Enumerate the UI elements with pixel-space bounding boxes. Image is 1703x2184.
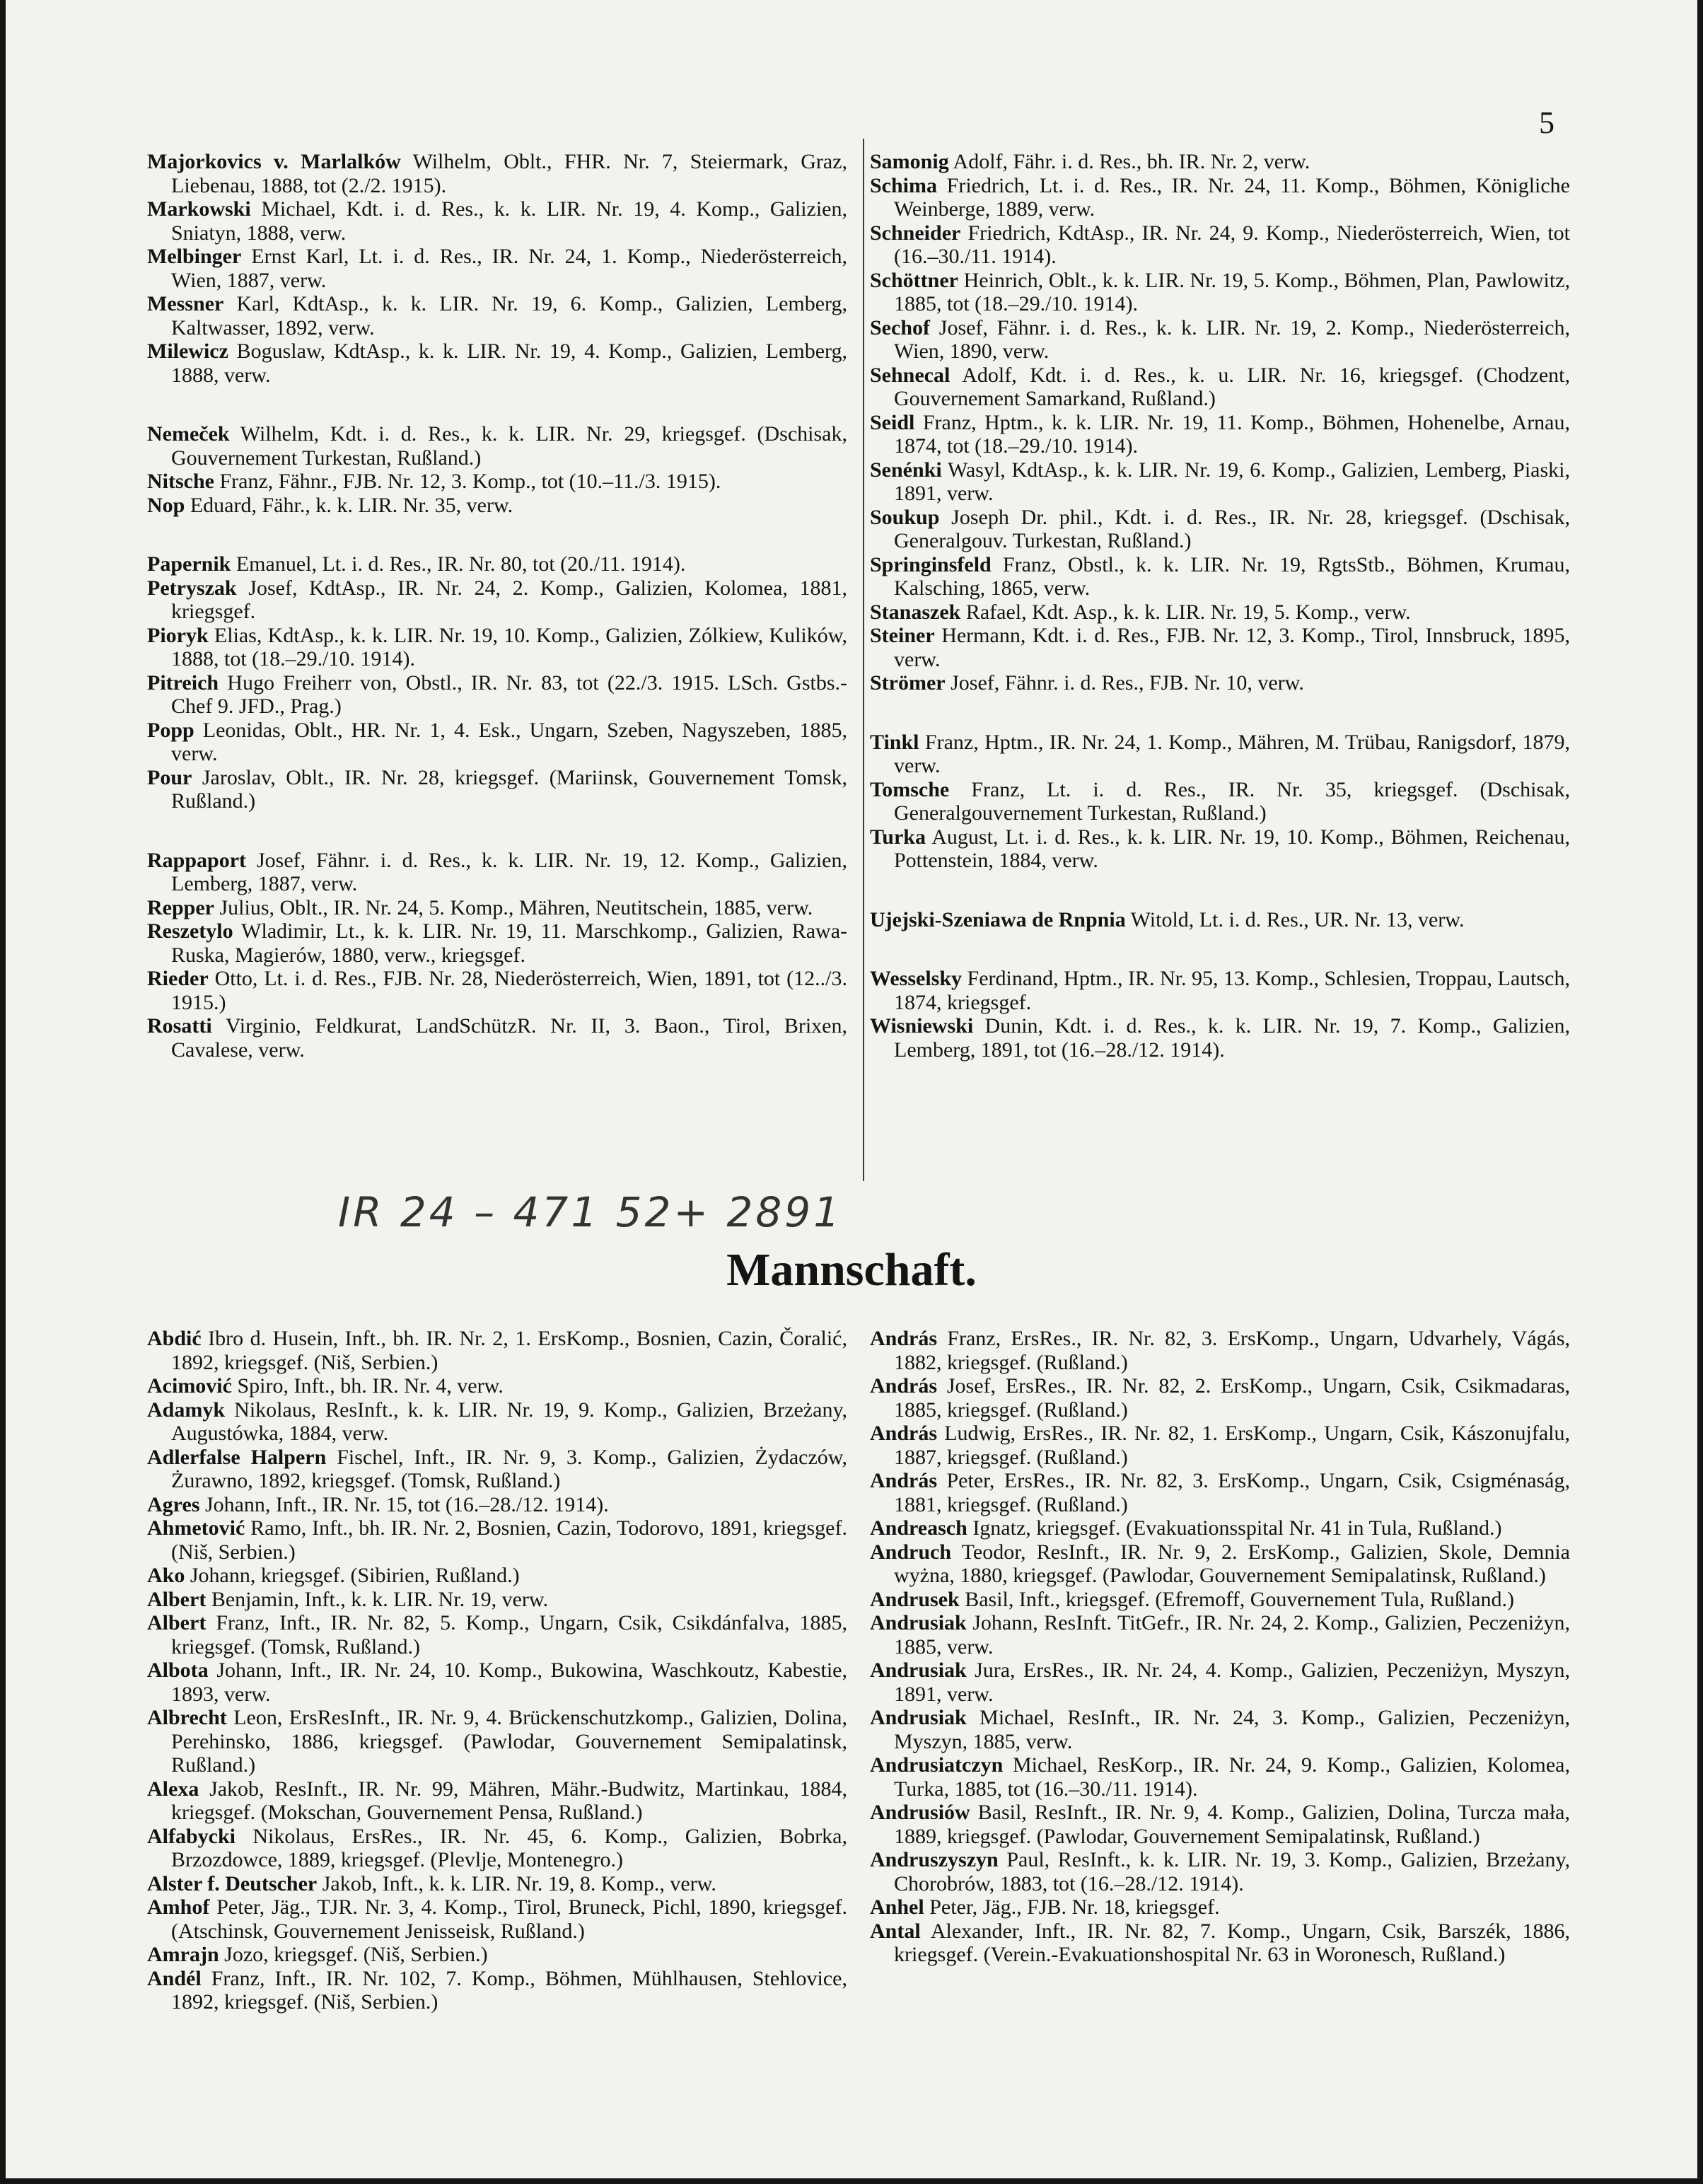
list-entry (147, 624, 847, 671)
list-entry (147, 919, 847, 967)
list-entry (870, 1014, 1570, 1062)
list-entry (870, 269, 1570, 316)
entry-surname: Amrajn (147, 1943, 219, 1966)
entry-details: Johann, Inft., IR. Nr. 24, 10. Komp., Bukowina, Waschkoutz, Kabestie, 1893, verw. (171, 1659, 847, 1706)
list-entry (870, 458, 1570, 506)
list-entry (870, 731, 1570, 778)
column-divider (863, 139, 864, 1181)
list-entry (147, 1659, 847, 1706)
entry-surname: Nemeček (147, 422, 230, 446)
list-entry (147, 1398, 847, 1446)
entry-details: Dunin, Kdt. i. d. Res., k. k. LIR. Nr. 19, 7. Komp., Galizien, Lemberg, 1891, tot (16.–28./12. 1914). (894, 1014, 1570, 1062)
list-entry (147, 494, 847, 518)
entry-details: Franz, Hptm., IR. Nr. 24, 1. Komp., Mähren, M. Trübau, Ranigsdorf, 1879, verw. (894, 730, 1570, 777)
entry-details: Leon, ErsResInft., IR. Nr. 9, 4. Brückenschutzkomp., Galizien, Dolina, Perehinsko, 1886, kriegsgef. (Pawlodar, Gouvernement Semipalatinsk, Rußland.) (171, 1706, 847, 1777)
entry-details: Peter, ErsRes., IR. Nr. 82, 3. ErsKomp., Ungarn, Csik, Csigménaság, 1881, kriegsgef. (Rußland.) (894, 1469, 1570, 1516)
entry-surname: Pitreich (147, 670, 219, 695)
list-entry (147, 1588, 847, 1612)
entry-details: Nikolaus, ResInft., k. k. LIR. Nr. 19, 9. Komp., Galizien, Brzeżany, Augustówka, 1884, verw. (171, 1398, 847, 1445)
list-entry (870, 1516, 1570, 1540)
list-entry (147, 719, 847, 766)
list-entry (147, 1777, 847, 1825)
entry-surname: Sechof (870, 315, 930, 339)
list-entry (147, 1706, 847, 1777)
entry-details: Ludwig, ErsRes., IR. Nr. 82, 1. ErsKomp., Ungarn, Csik, Kászonujfalu, 1887, kriegsgef. (Rußland.) (894, 1422, 1570, 1469)
entry-surname: Andél (147, 1966, 202, 1990)
entry-surname: Rosatti (147, 1014, 212, 1038)
entry-details: Ferdinand, Hptm., IR. Nr. 95, 13. Komp., Schlesien, Troppau, Lautsch, 1874, kriegsgef. (894, 967, 1570, 1014)
entry-surname: Andruch (870, 1540, 952, 1564)
entry-details: Jaroslav, Oblt., IR. Nr. 28, kriegsgef. (Mariinsk, Gouvernement Tomsk, Rußland.) (171, 765, 847, 813)
entry-surname: András (870, 1422, 938, 1445)
entry-surname: Repper (147, 895, 214, 919)
list-entry (870, 364, 1570, 411)
entry-details: Wilhelm, Kdt. i. d. Res., k. k. LIR. Nr. 29, kriegsgef. (Dschisak, Gouvernement Turkestan, Rußland.) (171, 422, 847, 470)
entry-details: Fischel, Inft., IR. Nr. 9, 3. Komp., Galizien, Żydaczów, Żurawno, 1892, kriegsgef. (Tomsk, Rußland.) (171, 1445, 847, 1492)
letter-group-spacer (870, 695, 1570, 731)
entry-details: Rafael, Kdt. Asp., k. k. LIR. Nr. 19, 5. Komp., verw. (960, 600, 1411, 624)
entry-surname: Schima (870, 173, 938, 197)
entry-details: Teodor, ResInft., IR. Nr. 9, 2. ErsKomp., Galizien, Skole, Demnia wyżna, 1880, kriegsgef. (Pawlodar, Gouvernement Semipalatinsk, Rußland.) (894, 1540, 1570, 1587)
entry-surname: Pioryk (147, 623, 209, 647)
letter-group-spacer (870, 931, 1570, 967)
officers-list-left-column (147, 150, 847, 1062)
entry-details: Hugo Freiherr von, Obstl., IR. Nr. 83, tot (22./3. 1915. LSch. Gstbs.-Chef 9. JFD., Prag.) (171, 670, 847, 718)
list-entry (147, 1493, 847, 1517)
list-entry (870, 908, 1570, 932)
entry-details: Jozo, kriegsgef. (Niš, Serbien.) (219, 1943, 488, 1966)
list-entry (147, 245, 847, 292)
entry-details: August, Lt. i. d. Res., k. k. LIR. Nr. 19, 10. Komp., Böhmen, Reichenau, Pottenstein, 1884, verw. (894, 825, 1570, 872)
list-entry (147, 1516, 847, 1564)
list-entry (870, 1540, 1570, 1588)
list-entry (147, 1825, 847, 1872)
list-entry (870, 1469, 1570, 1516)
entry-details: Wasyl, KdtAsp., k. k. LIR. Nr. 19, 6. Komp., Galizien, Lemberg, Piaski, 1891, verw. (894, 458, 1570, 505)
entry-details: Basil, ResInft., IR. Nr. 9, 4. Komp., Galizien, Dolina, Turcza mała, 1889, kriegsgef. (Pawlodar, Gouvernement Semipalatinsk, Rußland.) (894, 1801, 1570, 1848)
entry-surname: Messner (147, 292, 224, 315)
list-entry (147, 1872, 847, 1896)
entry-surname: Seidl (870, 410, 915, 434)
entry-surname: Ahmetović (147, 1516, 245, 1540)
letter-group-spacer (147, 517, 847, 552)
entry-details: Johann, Inft., IR. Nr. 15, tot (16.–28./12. 1914). (199, 1492, 609, 1516)
list-entry (870, 600, 1570, 625)
section-heading-mannschaft: Mannschaft. (726, 1244, 977, 1296)
entry-surname: Amhof (147, 1895, 210, 1919)
entry-details: Eduard, Fähr., k. k. LIR. Nr. 35, verw. (185, 493, 513, 517)
list-entry (147, 766, 847, 813)
entry-details: Josef, ErsRes., IR. Nr. 82, 2. ErsKomp., Ungarn, Csik, Csikmadaras, 1885, kriegsgef. (Rußland.) (894, 1374, 1570, 1422)
list-entry (147, 150, 847, 197)
list-entry (870, 1588, 1570, 1612)
entry-details: Wilhelm, Oblt., FHR. Nr. 7, Steiermark, Graz, Liebenau, 1888, tot (2./2. 1915). (171, 150, 847, 197)
page-number: 5 (1539, 105, 1554, 140)
entry-surname: András (870, 1374, 938, 1398)
list-entry (147, 1895, 847, 1943)
entry-details: Karl, KdtAsp., k. k. LIR. Nr. 19, 6. Komp., Galizien, Lemberg, Kaltwasser, 1892, verw. (171, 292, 847, 339)
entry-details: Spiro, Inft., bh. IR. Nr. 4, verw. (231, 1374, 504, 1398)
entry-surname: Steiner (870, 624, 935, 647)
entry-surname: Ujejski-Szeniawa de Rnpnia (870, 907, 1126, 931)
list-entry (870, 150, 1570, 174)
list-entry (870, 1422, 1570, 1469)
entry-details: Ramo, Inft., bh. IR. Nr. 2, Bosnien, Cazin, Todorovo, 1891, kriegsgef. (Niš, Serbien.) (171, 1516, 847, 1564)
entry-details: Virginio, Feldkurat, LandSchützR. Nr. II, 3. Baon., Tirol, Brixen, Cavalese, verw. (171, 1014, 847, 1062)
list-entry (870, 1327, 1570, 1374)
list-entry (147, 197, 847, 245)
list-entry (147, 1446, 847, 1493)
entry-surname: Ako (147, 1564, 185, 1587)
entry-details: Peter, Jäg., FJB. Nr. 18, kriegsgef. (924, 1895, 1220, 1919)
entry-surname: András (870, 1327, 938, 1350)
entry-details: Boguslaw, KdtAsp., k. k. LIR. Nr. 19, 4. Komp., Galizien, Lemberg, 1888, verw. (171, 339, 847, 387)
entry-details: Michael, ResInft., IR. Nr. 24, 3. Komp., Galizien, Peczeniżyn, Myszyn, 1885, verw. (894, 1706, 1570, 1753)
entry-surname: Andrusiak (870, 1706, 967, 1729)
list-entry (870, 1611, 1570, 1659)
list-entry (147, 1564, 847, 1588)
list-entry (147, 470, 847, 494)
list-entry (147, 1611, 847, 1659)
entry-surname: Rappaport (147, 848, 247, 872)
entry-surname: Schneider (870, 221, 961, 245)
entry-details: Franz, Inft., IR. Nr. 102, 7. Komp., Böhmen, Mühlhausen, Stehlovice, 1892, kriegsgef. (Niš, Serbien.) (171, 1966, 847, 2014)
entry-surname: Senénki (870, 458, 942, 482)
entry-details: Johann, ResInft. TitGefr., IR. Nr. 24, 2. Komp., Galizien, Peczeniżyn, 1885, verw. (894, 1611, 1570, 1659)
entry-details: Jakob, Inft., k. k. LIR. Nr. 19, 8. Komp., verw. (317, 1871, 716, 1895)
handwritten-annotation: IR 24 – 471 52+ 2891 (338, 1188, 843, 1236)
entry-surname: Adlerfalse Halpern (147, 1445, 327, 1469)
list-entry (870, 506, 1570, 553)
entry-surname: Alfabycki (147, 1824, 236, 1848)
list-entry (870, 671, 1570, 695)
entry-surname: Alster f. Deutscher (147, 1871, 318, 1895)
entry-details: Johann, kriegsgef. (Sibirien, Rußland.) (185, 1564, 520, 1587)
entry-surname: Agres (147, 1492, 200, 1516)
entry-details: Emanuel, Lt. i. d. Res., IR. Nr. 80, tot (20./11. 1914). (231, 552, 686, 576)
entry-surname: Adamyk (147, 1398, 226, 1422)
officers-list-right-column (870, 150, 1570, 1062)
entry-details: Paul, ResInft., k. k. LIR. Nr. 19, 3. Komp., Galizien, Brzeżany, Chorobrów, 1883, tot (16.–28./12. 1914). (894, 1848, 1570, 1895)
entry-surname: András (870, 1469, 938, 1492)
list-entry (870, 1753, 1570, 1801)
letter-group-spacer (870, 873, 1570, 908)
entry-surname: Turka (870, 825, 926, 849)
list-entry (147, 1014, 847, 1062)
list-entry (870, 1706, 1570, 1753)
list-entry (870, 1801, 1570, 1848)
list-entry (870, 1919, 1570, 1967)
entry-surname: Nop (147, 493, 185, 517)
entry-surname: Andrusiów (870, 1801, 970, 1824)
list-entry (870, 316, 1570, 364)
entry-details: Michael, ResKorp., IR. Nr. 24, 9. Komp., Galizien, Kolomea, Turka, 1885, tot (16.–30./11. 1914). (894, 1753, 1570, 1801)
list-entry (870, 174, 1570, 221)
entry-surname: Papernik (147, 552, 231, 576)
entry-surname: Wesselsky (870, 967, 963, 990)
entry-surname: Alexa (147, 1777, 199, 1801)
letter-group-spacer (147, 387, 847, 422)
entry-surname: Tinkl (870, 730, 919, 754)
entry-details: Heinrich, Oblt., k. k. LIR. Nr. 19, 5. Komp., Böhmen, Plan, Pawlowitz, 1885, tot (18.–29./10. 1914). (894, 268, 1570, 315)
list-entry (147, 1967, 847, 2014)
list-entry (870, 221, 1570, 269)
entry-details: Josef, Fähnr. i. d. Res., k. k. LIR. Nr. 19, 12. Komp., Galizien, Lemberg, 1887, verw. (171, 848, 847, 895)
entry-surname: Albota (147, 1659, 209, 1682)
entry-surname: Andrusek (870, 1587, 960, 1611)
list-entry (870, 411, 1570, 458)
entry-surname: Andruszyszyn (870, 1848, 999, 1871)
entry-details: Friedrich, KdtAsp., IR. Nr. 24, 9. Komp., Niederösterreich, Wien, tot (16.–30./11. 1914). (894, 221, 1570, 268)
document-page (6, 0, 1697, 2178)
list-entry (870, 1848, 1570, 1895)
entry-surname: Samonig (870, 150, 949, 173)
entry-details: Franz, ErsRes., IR. Nr. 82, 3. ErsKomp., Ungarn, Udvarhely, Vágás, 1882, kriegsgef. (Rußland.) (894, 1327, 1570, 1374)
list-entry (147, 896, 847, 920)
entry-details: Josef, Fähnr. i. d. Res., k. k. LIR. Nr. 19, 2. Komp., Niederösterreich, Wien, 1890, verw. (894, 315, 1570, 363)
entry-surname: Albrecht (147, 1706, 227, 1729)
entry-surname: Strömer (870, 671, 946, 695)
entry-details: Friedrich, Lt. i. d. Res., IR. Nr. 24, 11. Komp., Böhmen, Königliche Weinberge, 1889, verw. (894, 173, 1570, 221)
entry-surname: Petryszak (147, 576, 237, 600)
entry-details: Adolf, Kdt. i. d. Res., k. u. LIR. Nr. 16, kriegsgef. (Chodzent, Gouvernement Samarkand, Rußland.) (894, 363, 1570, 410)
entry-details: Franz, Lt. i. d. Res., IR. Nr. 35, kriegsgef. (Dschisak, Generalgouvernement Turkestan, Rußland.) (894, 777, 1570, 825)
entry-details: Josef, KdtAsp., IR. Nr. 24, 2. Komp., Galizien, Kolomea, 1881, kriegsgef. (171, 576, 847, 623)
list-entry (870, 967, 1570, 1014)
entry-details: Franz, Inft., IR. Nr. 82, 5. Komp., Ungarn, Csik, Csikdánfalva, 1885, kriegsgef. (Tomsk, Rußland.) (171, 1611, 847, 1659)
entry-details: Jakob, ResInft., IR. Nr. 99, Mähren, Mähr.-Budwitz, Martinkau, 1884, kriegsgef. (Mokschan, Gouvernement Pensa, Rußland.) (171, 1777, 847, 1824)
entry-details: Peter, Jäg., TJR. Nr. 3, 4. Komp., Tirol, Bruneck, Pichl, 1890, kriegsgef. (Atschinsk, Gouvernement Jenisseisk, Rußland.) (171, 1895, 847, 1943)
list-entry (870, 624, 1570, 671)
entry-surname: Albert (147, 1611, 207, 1634)
list-entry (147, 1374, 847, 1398)
entry-details: Nikolaus, ErsRes., IR. Nr. 45, 6. Komp., Galizien, Bobrka, Brzozdowce, 1889, kriegsgef. (Plevlje, Montenegro.) (171, 1824, 847, 1871)
list-entry (147, 339, 847, 387)
entry-surname: Sehnecal (870, 363, 951, 387)
list-entry (147, 849, 847, 896)
entry-surname: Melbinger (147, 245, 242, 268)
entry-surname: Stanaszek (870, 600, 961, 624)
entry-surname: Nitsche (147, 470, 214, 493)
letter-group-spacer (147, 813, 847, 849)
list-entry (870, 1895, 1570, 1919)
enlisted-list-right-column (870, 1327, 1570, 1967)
entry-details: Michael, Kdt. i. d. Res., k. k. LIR. Nr. 19, 4. Komp., Galizien, Sniatyn, 1888, verw. (171, 197, 847, 245)
entry-surname: Andrusiatczyn (870, 1753, 1004, 1777)
entry-details: Benjamin, Inft., k. k. LIR. Nr. 19, verw. (206, 1587, 549, 1611)
list-entry (147, 576, 847, 624)
entry-details: Adolf, Fähr. i. d. Res., bh. IR. Nr. 2, verw. (948, 150, 1310, 173)
list-entry (147, 967, 847, 1014)
entry-details: Franz, Hptm., k. k. LIR. Nr. 19, 11. Komp., Böhmen, Hohenelbe, Arnau, 1874, tot (18.–29./10. 1914). (894, 410, 1570, 458)
entry-details: Franz, Obstl., k. k. LIR. Nr. 19, RgtsStb., Böhmen, Krumau, Kalsching, 1865, verw. (894, 552, 1570, 600)
list-entry (870, 553, 1570, 600)
list-entry (147, 1943, 847, 1967)
entry-details: Jura, ErsRes., IR. Nr. 24, 4. Komp., Galizien, Peczeniżyn, Myszyn, 1891, verw. (894, 1659, 1570, 1706)
entry-details: Basil, Inft., kriegsgef. (Efremoff, Gouvernement Tula, Rußland.) (959, 1587, 1515, 1611)
list-entry (870, 1374, 1570, 1422)
entry-surname: Wisniewski (870, 1014, 974, 1038)
list-entry (870, 825, 1570, 873)
entry-surname: Soukup (870, 505, 940, 529)
entry-surname: Andrusiak (870, 1659, 967, 1682)
entry-surname: Albert (147, 1587, 207, 1611)
entry-surname: Rieder (147, 967, 209, 990)
entry-details: Otto, Lt. i. d. Res., FJB. Nr. 28, Niederösterreich, Wien, 1891, tot (12../3. 1915.) (171, 967, 847, 1014)
list-entry (870, 778, 1570, 825)
entry-surname: Reszetylo (147, 919, 233, 943)
entry-surname: Springinsfeld (870, 552, 992, 576)
entry-details: Elias, KdtAsp., k. k. LIR. Nr. 19, 10. Komp., Galizien, Zólkiew, Kulików, 1888, tot (18.–29./10. 1914). (171, 623, 847, 670)
enlisted-list-left-column (147, 1327, 847, 2014)
entry-details: Wladimir, Lt., k. k. LIR. Nr. 19, 11. Marschkomp., Galizien, Rawa-Ruska, Magierów, 1880, verw., kriegsgef. (171, 919, 847, 967)
entry-details: Ibro d. Husein, Inft., bh. IR. Nr. 2, 1. ErsKomp., Bosnien, Cazin, Čoralić, 1892, kriegsgef. (Niš, Serbien.) (171, 1327, 847, 1374)
entry-details: Witold, Lt. i. d. Res., UR. Nr. 13, verw. (1125, 907, 1465, 931)
entry-details: Alexander, Inft., IR. Nr. 82, 7. Komp., Ungarn, Csik, Barszék, 1886, kriegsgef. (Verein.-Evakuationshospital Nr. 63 in Woronesch, Rußland.) (894, 1919, 1570, 1966)
list-entry (147, 292, 847, 339)
entry-surname: Tomsche (870, 777, 950, 801)
entry-surname: Majorkovics v. Marlalków (147, 150, 401, 173)
entry-surname: Pour (147, 765, 192, 789)
entry-details: Franz, Fähnr., FJB. Nr. 12, 3. Komp., tot (10.–11./3. 1915). (214, 470, 721, 493)
list-entry (147, 422, 847, 470)
entry-details: Leonidas, Oblt., HR. Nr. 1, 4. Esk., Ungarn, Szeben, Nagyszeben, 1885, verw. (171, 718, 847, 765)
entry-surname: Andreasch (870, 1516, 967, 1540)
entry-surname: Acimović (147, 1374, 232, 1398)
entry-details: Josef, Fähnr. i. d. Res., FJB. Nr. 10, verw. (945, 671, 1304, 695)
entry-surname: Antal (870, 1919, 921, 1943)
list-entry (147, 1327, 847, 1374)
list-entry (147, 671, 847, 719)
list-entry (147, 552, 847, 576)
entry-surname: Popp (147, 718, 194, 742)
entry-surname: Anhel (870, 1895, 924, 1919)
entry-surname: Abdić (147, 1327, 202, 1350)
list-entry (870, 1659, 1570, 1706)
entry-surname: Milewicz (147, 339, 228, 363)
entry-details: Joseph Dr. phil., Kdt. i. d. Res., IR. Nr. 28, kriegsgef. (Dschisak, Generalgouv. Turkestan, Rußland.) (894, 505, 1570, 552)
entry-details: Hermann, Kdt. i. d. Res., FJB. Nr. 12, 3. Komp., Tirol, Innsbruck, 1895, verw. (894, 624, 1570, 671)
entry-surname: Andrusiak (870, 1611, 967, 1634)
entry-details: Ignatz, kriegsgef. (Evakuationsspital Nr. 41 in Tula, Rußland.) (967, 1516, 1502, 1540)
entry-surname: Schöttner (870, 268, 958, 292)
entry-surname: Markowski (147, 197, 251, 221)
entry-details: Julius, Oblt., IR. Nr. 24, 5. Komp., Mähren, Neutitschein, 1885, verw. (214, 895, 813, 919)
entry-details: Ernst Karl, Lt. i. d. Res., IR. Nr. 24, 1. Komp., Niederösterreich, Wien, 1887, verw. (171, 245, 847, 292)
